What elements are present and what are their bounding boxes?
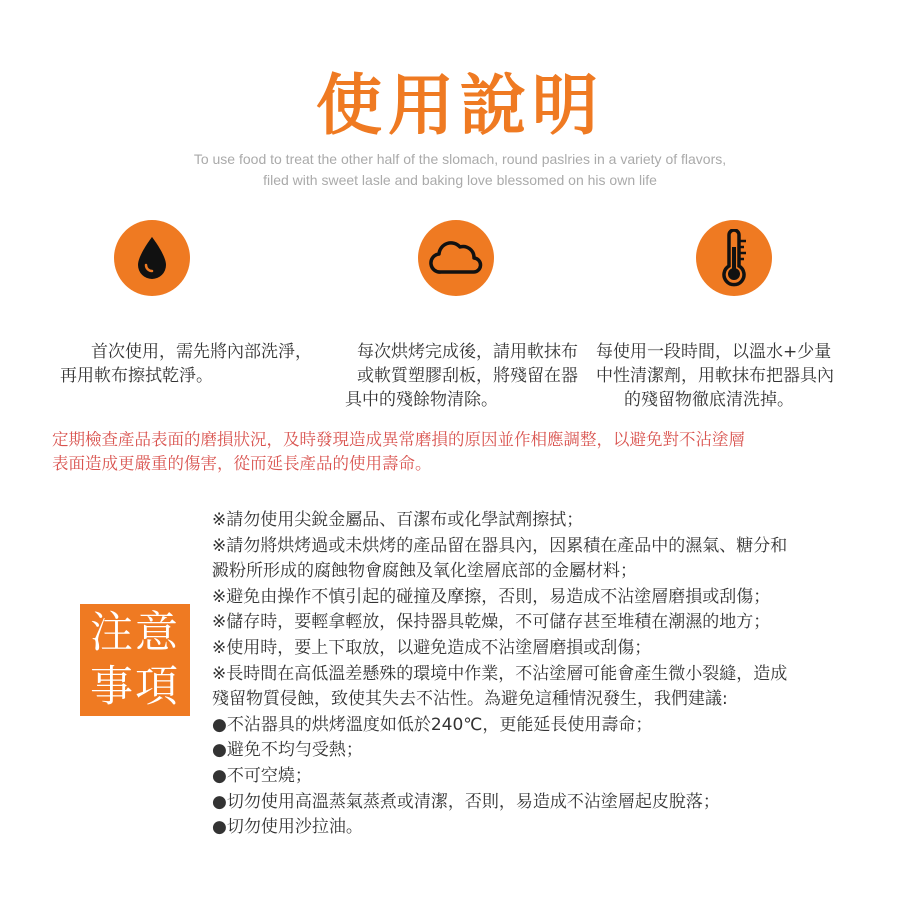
page-subtitle [0,149,920,191]
notice-line: ●不沾器具的烘烤溫度如低於240℃，更能延長使用壽命； [212,714,653,735]
notice-line: ※避免由操作不慎引起的碰撞及摩擦，否則，易造成不沾塗層磨損或刮傷； [212,586,771,607]
notice-line: ●切勿使用沙拉油。 [212,817,363,838]
notice-line: ●切勿使用高溫蒸氣蒸煮或清潔，否則，易造成不沾塗層起皮脫落； [212,791,720,812]
notice-label-line-2: 事項 [90,662,180,712]
step-3-line: 的殘留物徹底清洗掉。 [624,390,794,410]
page-title: 使用說明 [316,67,604,144]
thermometer-icon [696,220,772,296]
water-drop-icon [114,220,190,296]
notice-line: ※請勿將烘烤過或未烘烤的產品留在器具內，因累積在產品中的濕氣、糖分和 [212,535,788,556]
notice-line: ※長時間在高低溫差懸殊的環境中作業，不沾塗層可能會產生微小裂縫，造成 [212,663,788,684]
maintenance-warning [52,428,882,476]
notice-line: 殘留物質侵蝕，致使其失去不沾性。為避免這種情況發生，我們建議: [212,689,728,710]
notice-line: ※請勿使用尖銳金屬品、百潔布或化學試劑擦拭； [212,510,584,530]
step-2-line: 每次烘烤完成後，請用軟抹布 [357,342,578,362]
notice-line: ●不可空燒； [212,765,312,786]
warning-line-1: 定期檢查產品表面的磨損狀況，及時發現造成異常磨損的原因並作相應調整，以避免對不沾塗層 [52,430,745,449]
notice-line: ※儲存時，要輕拿輕放，保持器具乾燥，不可儲存甚至堆積在潮濕的地方； [212,612,771,633]
subtitle-line-2: filed with sweet lasle and baking love blessomed on his own life [263,172,657,188]
subtitle-line-1: To use food to treat the other half of the slomach, round paslries in a variety of flavors, [193,151,727,167]
notice-label-line-1: 注意 [90,608,180,658]
step-2-text [326,340,578,412]
step-1-line: 首次使用，需先將內部洗淨， [91,342,312,362]
step-1-line: 再用軟布擦拭乾淨。 [60,366,213,386]
warning-line-2: 表面造成更嚴重的傷害，從而延長產品的使用壽命。 [52,454,432,473]
notice-line: 澱粉所形成的腐蝕物會腐蝕及氧化塗層底部的金屬材料； [212,561,637,582]
step-3-text [596,340,872,412]
step-2-line: 具中的殘餘物清除。 [345,390,498,410]
cloud-icon [418,220,494,296]
step-3-line: 每使用一段時間，以溫水+少量 [596,342,832,362]
notice-list [212,508,882,841]
notice-line: ※使用時，要上下取放，以避免造成不沾塗層磨損或刮傷； [212,637,652,658]
notice-label [80,604,190,716]
step-1-text [60,340,312,388]
step-3-line: 中性清潔劑，用軟抹布把器具內 [596,366,834,386]
notice-line: ●避免不均勻受熱； [212,740,363,761]
step-2-line: 或軟質塑膠刮板，將殘留在器 [357,366,578,386]
